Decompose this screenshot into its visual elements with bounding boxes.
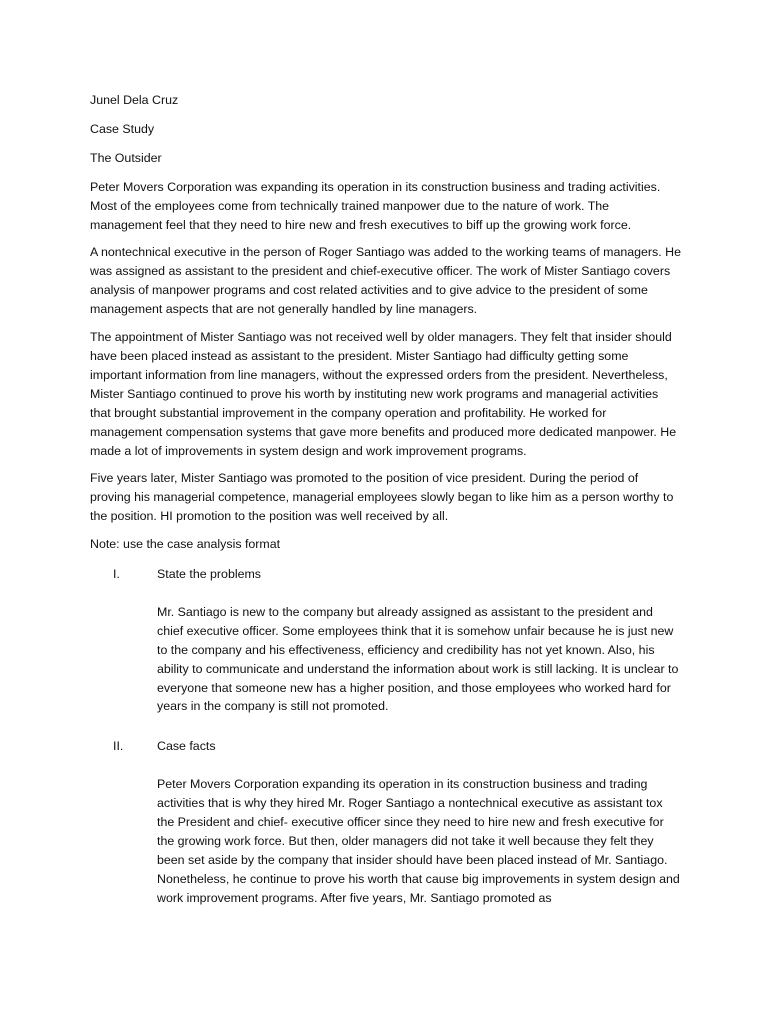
section-number: II. — [113, 739, 124, 754]
document-content — [90, 91, 682, 929]
section-title: Case facts — [157, 739, 216, 754]
document-type: Case Study — [90, 121, 155, 136]
paragraph-intro: Peter Movers Corporation was expanding its operation in its construction business and trading activities. Most of the employees come from technically trained manpower due to the nature of work. The management feel that they need to hire new and fresh executives to biff up the growing work force. — [90, 179, 661, 232]
paragraph-executive: A nontechnical executive in the person of Roger Santiago was added to the working teams of managers. He was assigned as assistant to the president and chief-executive officer. The work of Mister Santiago covers analysis of manpower programs and cost related activities and to give advice to the president of some management aspects that are not generally handled by line managers. — [90, 245, 681, 317]
section-heading — [90, 737, 682, 756]
section-body: Mr. Santiago is new to the company but already assigned as assistant to the president and chief executive officer. Some employees think that it is somehow unfair because he is just new to the company and his effectiveness, efficiency and credibility has not yet known. Also, his ability to communicate and understand the information about work is still lacking. It is unclear to everyone that someone new has a higher position, and those employees who worked hard for years in the company is still not promoted. — [157, 604, 679, 714]
section-heading — [90, 565, 682, 584]
author-name: Junel Dela Cruz — [90, 93, 179, 107]
section-number: I. — [113, 567, 120, 582]
paragraph-appointment: The appointment of Mister Santiago was not received well by older managers. They felt that insider should have been placed instead as assistant to the president. Mister Santiago had difficulty getting some important information from line managers, without the expressed orders from the president. Nevertheless, Mister Santiago continued to prove his worth by instituting new work programs and managerial activities that brought substantial improvement in the company operation and profitability. He worked for management compensation systems that gave more benefits and produced more dedicated manpower. He made a lot of improvements in system design and work improvement programs. — [90, 330, 677, 458]
section-body: Peter Movers Corporation expanding its operation in its construction business and trading activities that is why they hired Mr. Roger Santiago a nontechnical executive as assistant tox the President and chief- executive officer since they need to hire new and fresh executive for the growing work force. But then, older managers did not take it well because they felt they been set aside by the company that insider should have been placed instead of Mr. Santiago. Nonetheless, he continue to prove his worth that cause big improvements in system design and work improvement programs. After five years, Mr. Santiago promoted as — [157, 777, 680, 905]
note-text: Note: use the case analysis format — [90, 537, 281, 552]
section-title: State the problems — [157, 567, 262, 582]
section-case-facts — [90, 737, 682, 907]
document-title: The Outsider — [90, 150, 162, 165]
section-problems — [90, 565, 682, 716]
paragraph-promotion: Five years later, Mister Santiago was promoted to the position of vice president. During the period of proving his managerial competence, managerial employees slowly began to like him as a person worthy to the position. HI promotion to the position was well received by all. — [90, 471, 674, 524]
